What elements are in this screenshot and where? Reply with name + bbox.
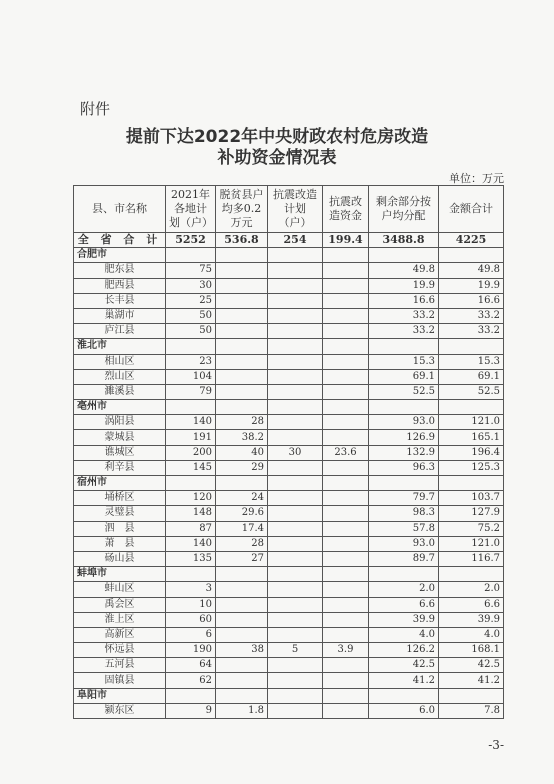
table-row bbox=[74, 415, 504, 430]
value-cell bbox=[216, 597, 268, 612]
value-cell bbox=[268, 627, 323, 642]
header-cell: 县、市名称 bbox=[74, 186, 166, 233]
value-cell bbox=[216, 627, 268, 642]
value-cell bbox=[268, 263, 323, 278]
value-cell: 28 bbox=[216, 536, 268, 551]
value-cell bbox=[268, 354, 323, 369]
value-cell bbox=[216, 263, 268, 278]
value-cell bbox=[166, 248, 216, 263]
value-cell bbox=[323, 415, 369, 430]
value-cell: 135 bbox=[166, 551, 216, 566]
value-cell: 15.3 bbox=[369, 354, 439, 369]
value-cell: 126.2 bbox=[369, 643, 439, 658]
value-cell: 41.2 bbox=[369, 673, 439, 688]
city-row bbox=[74, 248, 504, 263]
value-cell bbox=[323, 308, 369, 323]
value-cell: 6.0 bbox=[369, 703, 439, 718]
region-name-cell: 利辛县 bbox=[74, 460, 166, 475]
value-cell: 9 bbox=[166, 703, 216, 718]
value-cell bbox=[268, 612, 323, 627]
value-cell bbox=[166, 567, 216, 582]
value-cell bbox=[369, 476, 439, 491]
value-cell bbox=[268, 430, 323, 445]
table-row bbox=[74, 324, 504, 339]
value-cell: 39.9 bbox=[439, 612, 504, 627]
value-cell: 29 bbox=[216, 460, 268, 475]
value-cell: 33.2 bbox=[439, 324, 504, 339]
table-row bbox=[74, 384, 504, 399]
value-cell: 49.8 bbox=[439, 263, 504, 278]
city-row bbox=[74, 339, 504, 354]
value-cell bbox=[216, 248, 268, 263]
value-cell: 536.8 bbox=[216, 233, 268, 248]
value-cell bbox=[216, 400, 268, 415]
value-cell: 24 bbox=[216, 491, 268, 506]
value-cell: 121.0 bbox=[439, 415, 504, 430]
value-cell bbox=[323, 460, 369, 475]
value-cell bbox=[216, 384, 268, 399]
value-cell: 3488.8 bbox=[369, 233, 439, 248]
region-name-cell: 灵璧县 bbox=[74, 506, 166, 521]
value-cell bbox=[323, 400, 369, 415]
table-row bbox=[74, 369, 504, 384]
value-cell: 126.9 bbox=[369, 430, 439, 445]
value-cell bbox=[323, 430, 369, 445]
value-cell: 42.5 bbox=[369, 658, 439, 673]
value-cell: 75 bbox=[166, 263, 216, 278]
value-cell bbox=[369, 688, 439, 703]
value-cell: 7.8 bbox=[439, 703, 504, 718]
header-cell: 金额合计 bbox=[439, 186, 504, 233]
value-cell: 120 bbox=[166, 491, 216, 506]
region-name-cell: 固镇县 bbox=[74, 673, 166, 688]
value-cell bbox=[268, 339, 323, 354]
value-cell: 5 bbox=[268, 643, 323, 658]
region-name-cell: 宿州市 bbox=[74, 476, 166, 491]
value-cell bbox=[268, 400, 323, 415]
value-cell: 145 bbox=[166, 460, 216, 475]
value-cell: 38 bbox=[216, 643, 268, 658]
value-cell: 4.0 bbox=[369, 627, 439, 642]
value-cell bbox=[216, 278, 268, 293]
header-cell: 脱贫县户均多0.2万元 bbox=[216, 186, 268, 233]
value-cell: 165.1 bbox=[439, 430, 504, 445]
value-cell bbox=[323, 476, 369, 491]
value-cell bbox=[268, 673, 323, 688]
region-name-cell: 谯城区 bbox=[74, 445, 166, 460]
value-cell: 17.4 bbox=[216, 521, 268, 536]
value-cell bbox=[439, 248, 504, 263]
value-cell bbox=[369, 248, 439, 263]
table-row bbox=[74, 627, 504, 642]
value-cell: 19.9 bbox=[369, 278, 439, 293]
value-cell bbox=[166, 339, 216, 354]
value-cell bbox=[216, 612, 268, 627]
value-cell: 6 bbox=[166, 627, 216, 642]
value-cell bbox=[268, 384, 323, 399]
value-cell bbox=[268, 491, 323, 506]
value-cell: 254 bbox=[268, 233, 323, 248]
table-row bbox=[74, 263, 504, 278]
page-subtitle: 补助资金情况表 bbox=[217, 148, 337, 168]
table-row bbox=[74, 582, 504, 597]
region-name-cell: 禹会区 bbox=[74, 597, 166, 612]
value-cell bbox=[216, 673, 268, 688]
value-cell bbox=[323, 263, 369, 278]
value-cell bbox=[323, 248, 369, 263]
table-row bbox=[74, 491, 504, 506]
value-cell bbox=[323, 567, 369, 582]
value-cell bbox=[323, 369, 369, 384]
table-row bbox=[74, 354, 504, 369]
value-cell bbox=[268, 324, 323, 339]
value-cell: 40 bbox=[216, 445, 268, 460]
value-cell bbox=[216, 339, 268, 354]
value-cell bbox=[439, 339, 504, 354]
value-cell bbox=[268, 551, 323, 566]
table-row bbox=[74, 521, 504, 536]
value-cell bbox=[268, 248, 323, 263]
value-cell: 104 bbox=[166, 369, 216, 384]
value-cell bbox=[268, 476, 323, 491]
value-cell: 29.6 bbox=[216, 506, 268, 521]
value-cell bbox=[268, 567, 323, 582]
value-cell bbox=[323, 551, 369, 566]
value-cell bbox=[268, 703, 323, 718]
region-name-cell: 五河县 bbox=[74, 658, 166, 673]
table-row bbox=[74, 551, 504, 566]
value-cell bbox=[323, 354, 369, 369]
total-row bbox=[74, 233, 504, 248]
table-row bbox=[74, 658, 504, 673]
value-cell bbox=[439, 567, 504, 582]
value-cell bbox=[268, 415, 323, 430]
value-cell bbox=[323, 597, 369, 612]
value-cell: 200 bbox=[166, 445, 216, 460]
value-cell: 28 bbox=[216, 415, 268, 430]
value-cell: 98.3 bbox=[369, 506, 439, 521]
value-cell: 93.0 bbox=[369, 536, 439, 551]
value-cell: 38.2 bbox=[216, 430, 268, 445]
value-cell: 39.9 bbox=[369, 612, 439, 627]
region-name-cell: 泗 县 bbox=[74, 521, 166, 536]
value-cell: 49.8 bbox=[369, 263, 439, 278]
value-cell bbox=[216, 293, 268, 308]
value-cell: 93.0 bbox=[369, 415, 439, 430]
value-cell: 199.4 bbox=[323, 233, 369, 248]
value-cell: 103.7 bbox=[439, 491, 504, 506]
value-cell bbox=[323, 491, 369, 506]
value-cell: 3.9 bbox=[323, 643, 369, 658]
value-cell bbox=[323, 384, 369, 399]
allocation-table bbox=[73, 185, 504, 719]
value-cell: 6.6 bbox=[439, 597, 504, 612]
value-cell: 25 bbox=[166, 293, 216, 308]
region-name-cell: 高新区 bbox=[74, 627, 166, 642]
value-cell: 33.2 bbox=[369, 308, 439, 323]
value-cell bbox=[323, 521, 369, 536]
value-cell: 23 bbox=[166, 354, 216, 369]
city-row bbox=[74, 567, 504, 582]
value-cell: 10 bbox=[166, 597, 216, 612]
table-row bbox=[74, 597, 504, 612]
region-name-cell: 蚌山区 bbox=[74, 582, 166, 597]
value-cell: 132.9 bbox=[369, 445, 439, 460]
region-name-cell: 颍东区 bbox=[74, 703, 166, 718]
value-cell: 168.1 bbox=[439, 643, 504, 658]
value-cell bbox=[216, 354, 268, 369]
region-name-cell: 淮上区 bbox=[74, 612, 166, 627]
value-cell bbox=[323, 582, 369, 597]
value-cell bbox=[216, 369, 268, 384]
value-cell bbox=[323, 627, 369, 642]
value-cell: 57.8 bbox=[369, 521, 439, 536]
value-cell: 52.5 bbox=[439, 384, 504, 399]
table-row bbox=[74, 643, 504, 658]
region-name-cell: 萧 县 bbox=[74, 536, 166, 551]
city-row bbox=[74, 400, 504, 415]
table-row bbox=[74, 536, 504, 551]
value-cell bbox=[323, 612, 369, 627]
value-cell bbox=[369, 339, 439, 354]
value-cell: 6.6 bbox=[369, 597, 439, 612]
value-cell bbox=[323, 703, 369, 718]
city-row bbox=[74, 476, 504, 491]
value-cell: 75.2 bbox=[439, 521, 504, 536]
region-name-cell: 庐江县 bbox=[74, 324, 166, 339]
value-cell: 16.6 bbox=[369, 293, 439, 308]
table-row bbox=[74, 293, 504, 308]
region-name-cell: 砀山县 bbox=[74, 551, 166, 566]
region-name-cell: 怀远县 bbox=[74, 643, 166, 658]
value-cell bbox=[166, 688, 216, 703]
value-cell bbox=[439, 688, 504, 703]
value-cell: 64 bbox=[166, 658, 216, 673]
value-cell bbox=[268, 597, 323, 612]
unit-label: 单位：万元 bbox=[449, 172, 504, 185]
value-cell: 50 bbox=[166, 308, 216, 323]
value-cell: 33.2 bbox=[369, 324, 439, 339]
table-row bbox=[74, 506, 504, 521]
value-cell: 96.3 bbox=[369, 460, 439, 475]
value-cell: 23.6 bbox=[323, 445, 369, 460]
region-name-cell: 亳州市 bbox=[74, 400, 166, 415]
value-cell bbox=[268, 369, 323, 384]
value-cell: 62 bbox=[166, 673, 216, 688]
value-cell: 89.7 bbox=[369, 551, 439, 566]
value-cell: 140 bbox=[166, 415, 216, 430]
value-cell: 121.0 bbox=[439, 536, 504, 551]
region-name-cell: 肥西县 bbox=[74, 278, 166, 293]
value-cell bbox=[268, 506, 323, 521]
value-cell bbox=[216, 582, 268, 597]
region-name-cell: 蚌埠市 bbox=[74, 567, 166, 582]
header-cell: 抗震改造计划（户） bbox=[268, 186, 323, 233]
value-cell: 2.0 bbox=[439, 582, 504, 597]
value-cell bbox=[268, 308, 323, 323]
region-name-cell: 涡阳县 bbox=[74, 415, 166, 430]
table-row bbox=[74, 445, 504, 460]
value-cell bbox=[323, 658, 369, 673]
value-cell bbox=[268, 536, 323, 551]
value-cell: 41.2 bbox=[439, 673, 504, 688]
value-cell bbox=[323, 536, 369, 551]
value-cell: 27 bbox=[216, 551, 268, 566]
table-row bbox=[74, 612, 504, 627]
value-cell: 16.6 bbox=[439, 293, 504, 308]
value-cell bbox=[323, 339, 369, 354]
value-cell bbox=[216, 324, 268, 339]
region-name-cell: 全 省 合 计 bbox=[74, 233, 166, 248]
header-cell: 抗震改造资金 bbox=[323, 186, 369, 233]
header-cell: 剩余部分按户均分配 bbox=[369, 186, 439, 233]
value-cell: 19.9 bbox=[439, 278, 504, 293]
table-row bbox=[74, 703, 504, 718]
region-name-cell: 肥东县 bbox=[74, 263, 166, 278]
value-cell bbox=[369, 567, 439, 582]
value-cell bbox=[268, 278, 323, 293]
value-cell bbox=[268, 460, 323, 475]
region-name-cell: 相山区 bbox=[74, 354, 166, 369]
attachment-label: 附件 bbox=[80, 100, 111, 118]
value-cell: 15.3 bbox=[439, 354, 504, 369]
region-name-cell: 淮北市 bbox=[74, 339, 166, 354]
value-cell bbox=[216, 658, 268, 673]
region-name-cell: 巢湖市 bbox=[74, 308, 166, 323]
value-cell bbox=[216, 688, 268, 703]
value-cell: 60 bbox=[166, 612, 216, 627]
value-cell bbox=[166, 400, 216, 415]
value-cell: 30 bbox=[166, 278, 216, 293]
table-row bbox=[74, 430, 504, 445]
table-row bbox=[74, 673, 504, 688]
value-cell: 191 bbox=[166, 430, 216, 445]
value-cell: 87 bbox=[166, 521, 216, 536]
value-cell: 3 bbox=[166, 582, 216, 597]
value-cell bbox=[439, 400, 504, 415]
value-cell: 52.5 bbox=[369, 384, 439, 399]
value-cell bbox=[439, 476, 504, 491]
region-name-cell: 长丰县 bbox=[74, 293, 166, 308]
value-cell: 1.8 bbox=[216, 703, 268, 718]
region-name-cell: 阜阳市 bbox=[74, 688, 166, 703]
header-row bbox=[74, 186, 504, 233]
value-cell bbox=[268, 293, 323, 308]
region-name-cell: 埇桥区 bbox=[74, 491, 166, 506]
region-name-cell: 烈山区 bbox=[74, 369, 166, 384]
value-cell bbox=[166, 476, 216, 491]
value-cell: 4225 bbox=[439, 233, 504, 248]
region-name-cell: 合肥市 bbox=[74, 248, 166, 263]
region-name-cell: 濉溪县 bbox=[74, 384, 166, 399]
value-cell bbox=[323, 293, 369, 308]
page-number: -3- bbox=[488, 738, 504, 752]
header-cell: 2021年各地计划（户） bbox=[166, 186, 216, 233]
value-cell: 148 bbox=[166, 506, 216, 521]
value-cell bbox=[216, 567, 268, 582]
value-cell: 140 bbox=[166, 536, 216, 551]
page-title: 提前下达2022年中央财政农村危房改造 bbox=[125, 127, 429, 147]
value-cell: 190 bbox=[166, 643, 216, 658]
value-cell: 50 bbox=[166, 324, 216, 339]
value-cell bbox=[323, 278, 369, 293]
value-cell: 116.7 bbox=[439, 551, 504, 566]
value-cell: 33.2 bbox=[439, 308, 504, 323]
value-cell bbox=[268, 658, 323, 673]
table-row bbox=[74, 460, 504, 475]
value-cell: 125.3 bbox=[439, 460, 504, 475]
value-cell: 79.7 bbox=[369, 491, 439, 506]
value-cell: 69.1 bbox=[439, 369, 504, 384]
value-cell bbox=[323, 506, 369, 521]
value-cell bbox=[268, 582, 323, 597]
value-cell bbox=[323, 673, 369, 688]
value-cell: 30 bbox=[268, 445, 323, 460]
table-row bbox=[74, 308, 504, 323]
value-cell bbox=[216, 308, 268, 323]
value-cell: 69.1 bbox=[369, 369, 439, 384]
region-name-cell: 蒙城县 bbox=[74, 430, 166, 445]
city-row bbox=[74, 688, 504, 703]
value-cell: 42.5 bbox=[439, 658, 504, 673]
value-cell bbox=[216, 476, 268, 491]
value-cell: 2.0 bbox=[369, 582, 439, 597]
value-cell: 79 bbox=[166, 384, 216, 399]
value-cell bbox=[323, 688, 369, 703]
value-cell bbox=[268, 688, 323, 703]
value-cell: 127.9 bbox=[439, 506, 504, 521]
table-row bbox=[74, 278, 504, 293]
value-cell bbox=[369, 400, 439, 415]
value-cell bbox=[268, 521, 323, 536]
value-cell bbox=[323, 324, 369, 339]
value-cell: 5252 bbox=[166, 233, 216, 248]
value-cell: 196.4 bbox=[439, 445, 504, 460]
value-cell: 4.0 bbox=[439, 627, 504, 642]
